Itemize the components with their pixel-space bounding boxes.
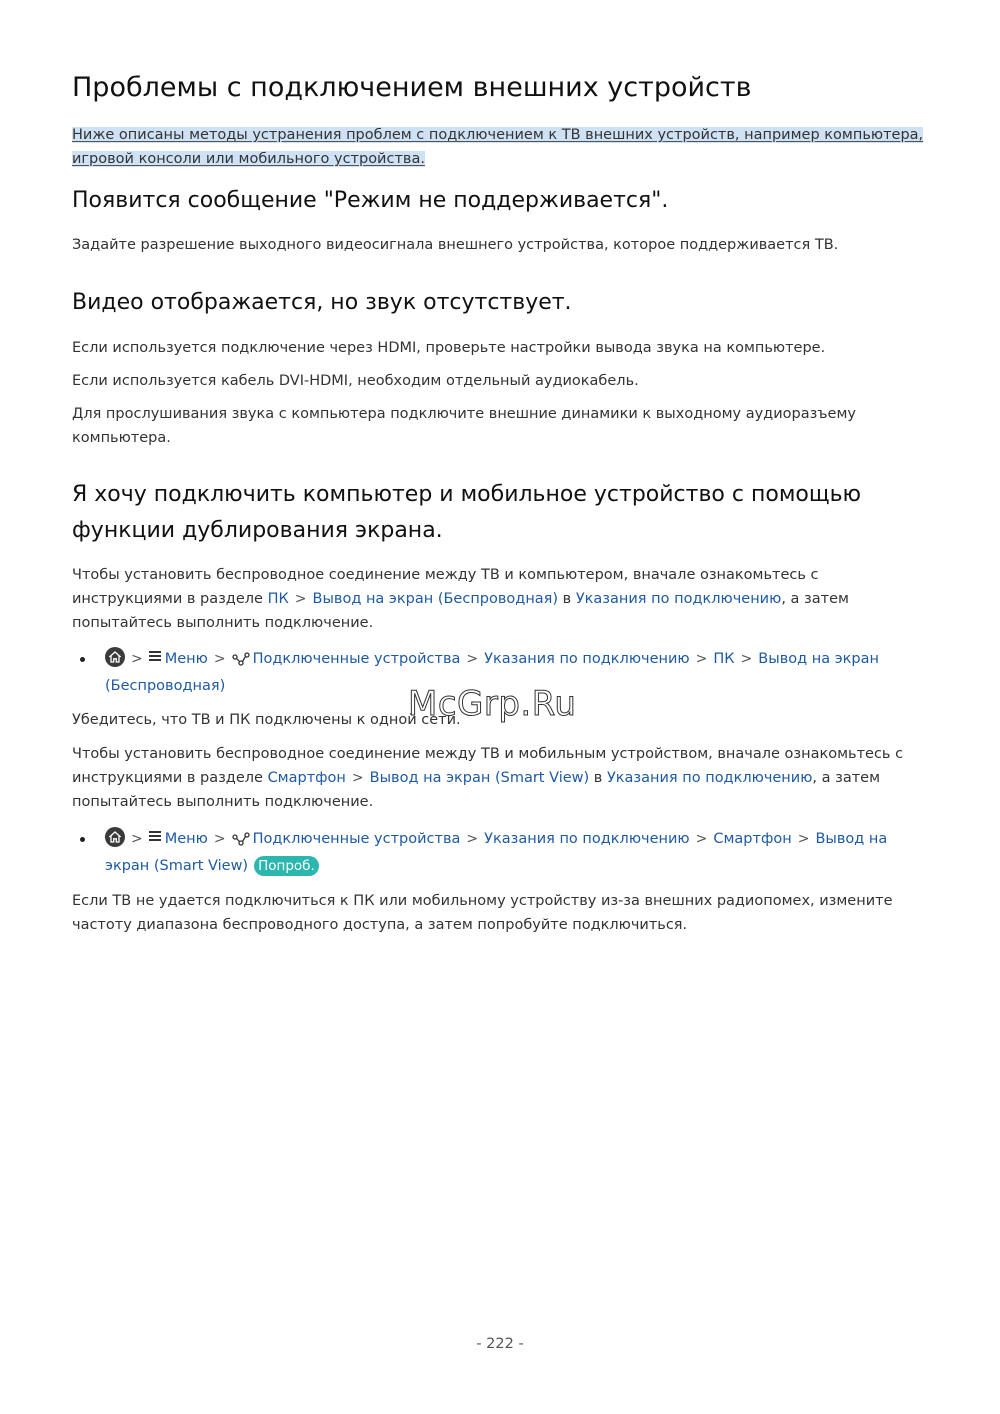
paragraph-external-speakers: Для прослушивания звука с компьютера подключите внешние динамики к выходному аудиоразъему компьютера. <box>72 406 856 446</box>
link-menu[interactable]: Меню <box>164 651 208 667</box>
chevron-right-icon: > <box>466 831 479 847</box>
text-span: , а затем попытайтесь выполнить подключение. <box>72 770 881 810</box>
intro-highlight[interactable]: Ниже описаны методы устранения проблем с подключением к ТВ внешних устройств, например компьютера, игровой консоли или мобильного устройства. <box>72 127 924 167</box>
text-span: , а затем попытайтесь выполнить подключение. <box>72 591 849 631</box>
paragraph-same-network: Убедитесь, что ТВ и ПК подключены к одной сети. <box>72 712 461 728</box>
link-connection-guide[interactable]: Указания по подключению <box>606 770 813 786</box>
chevron-right-icon: > <box>213 831 226 847</box>
chevron-right-icon: > <box>740 651 753 667</box>
link-connection-guide[interactable]: Указания по подключению <box>484 831 690 847</box>
text-span: в <box>558 591 576 607</box>
heading-line-2: функции дублирования экрана. <box>72 518 443 543</box>
link-connected-devices[interactable]: Подключенные устройства <box>252 651 461 667</box>
menu-icon <box>149 829 161 843</box>
try-now-button[interactable]: Попроб. <box>254 856 319 876</box>
menu-icon <box>149 649 161 663</box>
intro-text <box>72 123 932 171</box>
chevron-right-icon: > <box>695 831 708 847</box>
paragraph-dvi-hdmi: Если используется кабель DVI-HDMI, необходим отдельный аудиокабель. <box>72 373 639 389</box>
chevron-right-icon: > <box>466 651 479 667</box>
chevron-right-icon: > <box>797 831 810 847</box>
chevron-right-icon: > <box>294 591 307 607</box>
bullet-icon <box>80 657 85 662</box>
section-heading-mode-not-supported: Появится сообщение "Режим не поддерживается". <box>72 188 669 213</box>
text-span: в <box>589 770 607 786</box>
heading-line-1: Я хочу подключить компьютер и мобильное устройство с помощью <box>72 482 862 507</box>
link-pc[interactable]: ПК <box>267 591 289 607</box>
home-icon[interactable] <box>105 647 125 667</box>
chevron-right-icon: > <box>351 770 364 786</box>
bullet-icon <box>80 837 85 842</box>
link-smartphone[interactable]: Смартфон <box>267 770 346 786</box>
page-title: Проблемы с подключением внешних устройств <box>72 72 752 103</box>
chevron-right-icon: > <box>131 651 143 667</box>
paragraph-mobile-wireless <box>72 742 932 814</box>
chevron-right-icon: > <box>213 651 226 667</box>
link-smartphone[interactable]: Смартфон <box>713 831 792 847</box>
link-menu[interactable]: Меню <box>164 831 208 847</box>
link-screen-smart-view[interactable]: Вывод на экран (Smart View) <box>105 831 888 874</box>
text-span: Чтобы установить беспроводное соединение между ТВ и мобильным устройством, вначале ознакомьтесь с инструкциями в разделе <box>72 746 904 786</box>
chevron-right-icon: > <box>131 831 143 847</box>
section-heading-no-sound: Видео отображается, но звук отсутствует. <box>72 290 572 315</box>
paragraph-hdmi: Если используется подключение через HDMI, проверьте настройки вывода звука на компьютере. <box>72 340 826 356</box>
menu-path-smartphone <box>72 827 932 878</box>
link-connected-devices[interactable]: Подключенные устройства <box>252 831 461 847</box>
link-screen-smart-view[interactable]: Вывод на экран (Smart View) <box>369 770 590 786</box>
section-heading-screen-mirroring <box>72 477 861 549</box>
page-number: - 222 - <box>476 1336 524 1352</box>
link-screen-wireless[interactable]: Вывод на экран (Беспроводная) <box>105 651 880 694</box>
chevron-right-icon: > <box>695 651 708 667</box>
connected-devices-icon <box>232 830 250 854</box>
text-span: Чтобы установить беспроводное соединение между ТВ и компьютером, вначале ознакомьтесь с инструкциями в разделе <box>72 567 819 607</box>
link-connection-guide[interactable]: Указания по подключению <box>484 651 690 667</box>
paragraph-interference: Если ТВ не удается подключиться к ПК или мобильному устройству из-за внешних радиопомех, измените частоту диапазона беспроводного доступа, а затем попробуйте подключиться. <box>72 893 893 933</box>
home-icon[interactable] <box>105 827 125 847</box>
link-screen-wireless[interactable]: Вывод на экран (Беспроводная) <box>312 591 559 607</box>
link-pc[interactable]: ПК <box>713 651 735 667</box>
connected-devices-icon <box>232 650 250 674</box>
section-text-resolution: Задайте разрешение выходного видеосигнала внешнего устройства, которое поддерживается ТВ. <box>72 237 839 253</box>
watermark-logo: McGrp.Ru <box>408 684 577 724</box>
paragraph-pc-wireless <box>72 563 932 635</box>
link-connection-guide[interactable]: Указания по подключению <box>575 591 782 607</box>
